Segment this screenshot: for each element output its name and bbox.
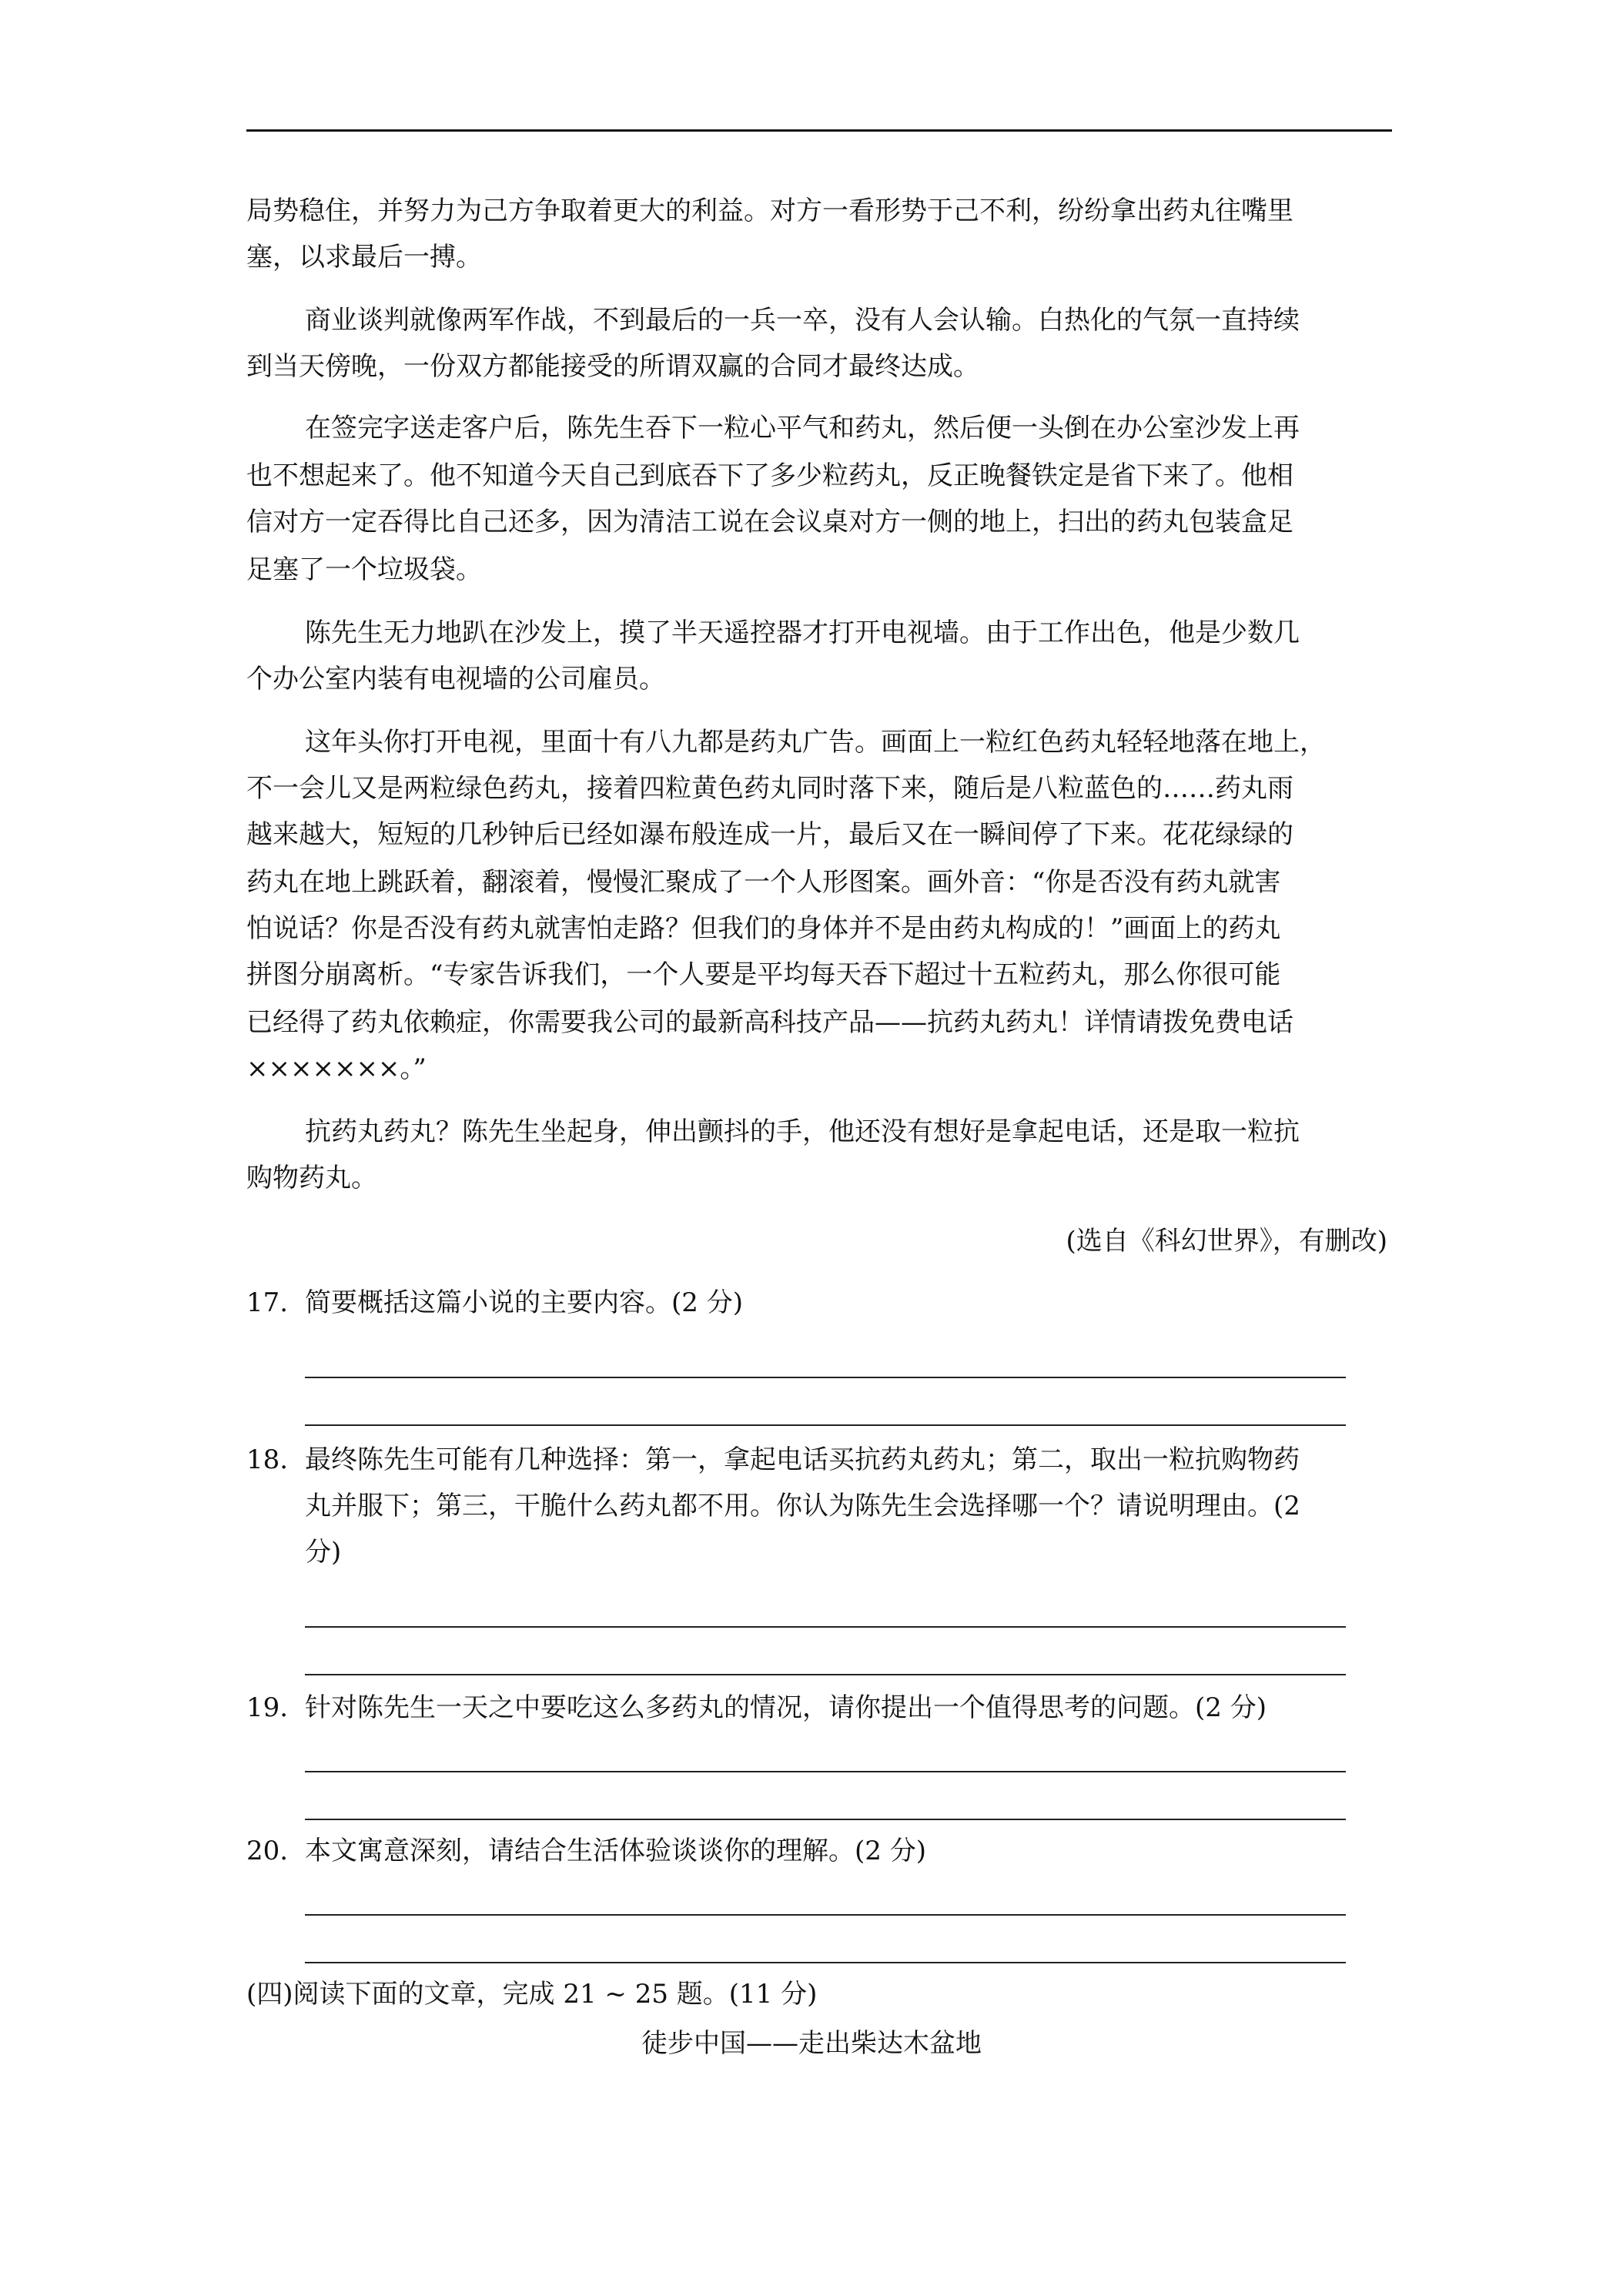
answer-line[interactable] bbox=[305, 1674, 1346, 1675]
answer-line[interactable] bbox=[305, 1626, 1346, 1628]
article-title: 徒步中国——走出柴达木盆地 bbox=[641, 2028, 982, 2059]
passage-line: 怕说话？你是否没有药丸就害怕走路？但我们的身体并不是由药丸构成的！”画面上的药丸 bbox=[246, 913, 1281, 944]
passage-line: 信对方一定吞得比自己还多，因为清洁工说在会议桌对方一侧的地上，扫出的药丸包装盒足 bbox=[246, 507, 1293, 537]
passage-line: 到当天傍晚，一份双方都能接受的所谓双赢的合同才最终达成。 bbox=[246, 351, 979, 382]
passage-line: 抗药丸药丸？陈先生坐起身，伸出颤抖的手，他还没有想好是拿起电话，还是取一粒抗 bbox=[305, 1116, 1300, 1147]
passage-line: 足塞了一个垃圾袋。 bbox=[246, 554, 482, 585]
passage-line: 拼图分崩离析。“专家告诉我们，一个人要是平均每天吞下超过十五粒药丸，那么你很可能 bbox=[246, 959, 1281, 990]
passage-line: 越来越大，短短的几秒钟后已经如瀑布般连成一片，最后又在一瞬间停了下来。花花绿绿的 bbox=[246, 819, 1293, 850]
passage-line: 局势稳住，并努力为己方争取着更大的利益。对方一看形势于己不利，纷纷拿出药丸往嘴里 bbox=[246, 196, 1293, 226]
question-number: 18. bbox=[246, 1444, 289, 1475]
passage-line: 陈先生无力地趴在沙发上，摸了半天遥控器才打开电视墙。由于工作出色，他是少数几 bbox=[305, 618, 1300, 648]
passage-line: 已经得了药丸依赖症，你需要我公司的最新高科技产品——抗药丸药丸！详情请拨免费电话 bbox=[246, 1007, 1293, 1038]
passage-line: 塞，以求最后一搏。 bbox=[246, 242, 482, 273]
question-number: 19. bbox=[246, 1692, 289, 1723]
passage-line: 在签完字送走客户后，陈先生吞下一粒心平气和药丸，然后便一头倒在办公室沙发上再 bbox=[305, 413, 1300, 443]
question-text: 针对陈先生一天之中要吃这么多药丸的情况，请你提出一个值得思考的问题。(2 分) bbox=[305, 1692, 1267, 1723]
answer-line[interactable] bbox=[305, 1771, 1346, 1772]
question-text: 简要概括这篇小说的主要内容。(2 分) bbox=[305, 1287, 743, 1318]
question-number: 17. bbox=[246, 1287, 289, 1318]
question-number: 20. bbox=[246, 1836, 289, 1866]
passage-line: 药丸在地上跳跃着，翻滚着，慢慢汇聚成了一个人形图案。画外音：“你是否没有药丸就害 bbox=[246, 867, 1281, 898]
answer-line[interactable] bbox=[305, 1424, 1346, 1426]
passage-source: (选自《科幻世界》，有删改) bbox=[1066, 1226, 1387, 1257]
answer-line[interactable] bbox=[305, 1914, 1346, 1916]
passage-line: 也不想起来了。他不知道今天自己到底吞下了多少粒药丸，反正晚餐铁定是省下来了。他相 bbox=[246, 460, 1293, 491]
passage-line: 购物药丸。 bbox=[246, 1163, 377, 1193]
question-text: 丸并服下；第三，干脆什么药丸都不用。你认为陈先生会选择哪一个？请说明理由。(2 bbox=[305, 1491, 1300, 1521]
passage-line: 这年头你打开电视，里面十有八九都是药丸广告。画面上一粒红色药丸轻轻地落在地上， bbox=[305, 727, 1326, 758]
passage-line: 商业谈判就像两军作战，不到最后的一兵一卒，没有人会认输。白热化的气氛一直持续 bbox=[305, 305, 1300, 336]
answer-line[interactable] bbox=[305, 1962, 1346, 1963]
passage-line: ×××××××。” bbox=[246, 1053, 427, 1084]
header-rule bbox=[246, 129, 1392, 132]
question-text: 本文寓意深刻，请结合生活体验谈谈你的理解。(2 分) bbox=[305, 1836, 926, 1866]
answer-line[interactable] bbox=[305, 1819, 1346, 1820]
question-text: 分) bbox=[305, 1537, 342, 1568]
answer-line[interactable] bbox=[305, 1377, 1346, 1378]
passage-line: 不一会儿又是两粒绿色药丸，接着四粒黄色药丸同时落下来，随后是八粒蓝色的……药丸雨 bbox=[246, 773, 1293, 804]
question-text: 最终陈先生可能有几种选择：第一，拿起电话买抗药丸药丸；第二，取出一粒抗购物药 bbox=[305, 1444, 1300, 1475]
passage-line: 个办公室内装有电视墙的公司雇员。 bbox=[246, 664, 665, 694]
section-heading: (四)阅读下面的文章，完成 21 ~ 25 题。(11 分) bbox=[246, 1979, 818, 2010]
